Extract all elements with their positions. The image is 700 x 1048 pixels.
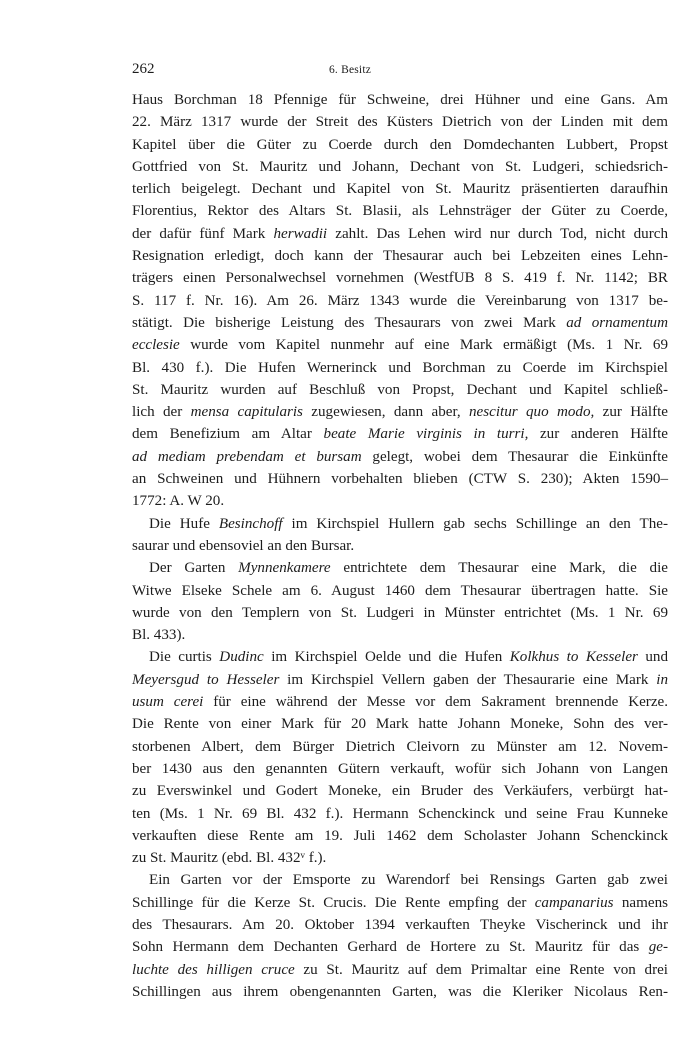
text-segment: zu St. Mauritz (ebd. Bl. 432ᵛ f.). xyxy=(132,850,327,867)
text-line xyxy=(132,245,668,267)
text-line xyxy=(132,223,668,245)
paragraph xyxy=(132,869,668,1003)
text-segment: Kapitel über die Güter zu Coerde durch den Domdechanten Lubbert, Propst xyxy=(132,136,668,153)
text-segment: 22. März 1317 wurde der Streit des Küsters Dietrich von der Linden mit dem xyxy=(132,114,668,131)
text-segment: ber 1430 aus den genannten Gütern verkauft, wofür sich Johann von Langen xyxy=(132,760,668,777)
text-segment: trägers einen Personalwechsel vornehmen (WestfUB 8 S. 419 f. Nr. 1142; BR xyxy=(132,270,668,287)
paragraph xyxy=(132,646,668,869)
text-line xyxy=(132,736,668,758)
italic-text: ad ornamentum xyxy=(566,314,668,331)
text-line xyxy=(132,691,668,713)
text-line xyxy=(132,290,668,312)
text-line xyxy=(132,914,668,936)
text-segment: storbenen Albert, dem Bürger Dietrich Cleivorn zu Münster am 12. Novem- xyxy=(132,738,668,755)
text-segment: stätigt. Die bisherige Leistung des Thesaurars von zwei Mark xyxy=(132,314,567,331)
text-segment: lich der xyxy=(132,404,191,421)
text-line xyxy=(132,334,668,356)
text-line xyxy=(132,825,668,847)
text-line xyxy=(132,803,668,825)
text-line xyxy=(132,602,668,624)
text-line xyxy=(132,535,668,557)
text-line xyxy=(132,981,668,1003)
text-line xyxy=(132,646,668,668)
italic-text: in xyxy=(656,671,668,688)
text-segment: Florentius, Rektor des Altars St. Blasii, als Lehnsträger der Güter zu Coerde, xyxy=(132,203,668,220)
text-line xyxy=(132,758,668,780)
text-segment: S. 117 f. Nr. 16). Am 26. März 1343 wurde die Vereinbarung von 1317 be- xyxy=(132,292,668,309)
text-segment: Schillingen aus ihrem obengenannten Garten, was die Kleriker Nicolaus Ren- xyxy=(132,983,668,1000)
italic-text: luchte des hilligen cruce xyxy=(132,961,295,978)
page-number: 262 xyxy=(132,61,155,77)
text-segment: Bl. 433). xyxy=(132,627,186,644)
text-segment: saurar und ebensoviel an den Bursar. xyxy=(132,537,355,554)
text-line xyxy=(132,713,668,735)
text-segment: des Thesaurars. Am 20. Oktober 1394 verkauften Theyke Vischerinck und ihr xyxy=(132,916,668,933)
text-segment: der dafür fünf Mark xyxy=(132,225,274,242)
text-segment: gelegt, wobei dem Thesaurar die Einkünfte xyxy=(361,448,668,465)
paragraph xyxy=(132,557,668,646)
text-segment: terlich beigelegt. Dechant und Kapitel von St. Mauritz präsentierten daraufhin xyxy=(132,181,668,198)
text-line xyxy=(132,89,668,111)
text-segment: Der Garten xyxy=(149,560,239,577)
text-line xyxy=(132,780,668,802)
text-line xyxy=(132,624,668,646)
paragraph xyxy=(132,89,668,513)
text-segment: zur Hälfte xyxy=(594,404,668,421)
italic-text: campanarius xyxy=(534,894,614,911)
italic-text: beate Marie virginis in turri, xyxy=(323,426,529,443)
text-segment: zu St. Mauritz auf dem Primaltar eine Rente von drei xyxy=(294,961,669,978)
text-segment: Schillinge für die Kerze St. Crucis. Die Rente empfing der xyxy=(132,894,535,911)
text-line xyxy=(132,423,668,445)
text-line xyxy=(132,357,668,379)
text-line xyxy=(132,200,668,222)
text-line xyxy=(132,468,668,490)
text-segment: verkauften diese Rente am 19. Juli 1462 dem Scholaster Johann Schenckinck xyxy=(132,827,668,844)
text-line xyxy=(132,134,668,156)
text-line xyxy=(132,312,668,334)
italic-text: mensa capitularis xyxy=(190,404,303,421)
text-line xyxy=(132,156,668,178)
text-segment: für eine während der Messe vor dem Sakrament brennende Kerze. xyxy=(203,694,668,711)
text-segment: zugewiesen, dann aber, xyxy=(302,404,469,421)
italic-text: Besinchoff xyxy=(218,515,283,532)
text-line xyxy=(132,892,668,914)
text-segment: ten (Ms. 1 Nr. 69 Bl. 432 f.). Hermann Schenckinck und seine Frau Kunneke xyxy=(132,805,668,822)
italic-text: ad mediam prebendam et bursam xyxy=(132,448,362,465)
text-segment: 1772: A. W 20. xyxy=(132,493,225,510)
text-segment: wurde von den Templern von St. Ludgeri in Münster entrichtet (Ms. 1 Nr. 69 xyxy=(132,604,668,621)
text-line xyxy=(132,513,668,535)
text-segment: St. Mauritz wurden auf Beschluß von Propst, Dechant und Kapitel schließ- xyxy=(132,381,668,398)
text-line xyxy=(132,267,668,289)
text-segment: Ein Garten vor der Emsporte zu Warendorf bei Rensings Garten gab zwei xyxy=(149,872,668,889)
text-segment: zur anderen Hälfte xyxy=(528,426,668,443)
italic-text: ge- xyxy=(648,939,668,956)
text-segment: Gottfried von St. Mauritz und Johann, Dechant von St. Ludgeri, schiedsrich- xyxy=(132,158,668,175)
paragraph xyxy=(132,513,668,558)
text-segment: Witwe Elseke Schele am 6. August 1460 dem Thesaurar übertragen hatte. Sie xyxy=(132,582,668,599)
text-segment: Bl. 430 f.). Die Hufen Wernerinck und Borchman zu Coerde im Kirchspiel xyxy=(132,359,668,376)
italic-text: usum cerei xyxy=(132,694,204,711)
italic-text: herwadii xyxy=(273,225,328,242)
text-segment: Die Rente von einer Mark für 20 Mark hatte Johann Moneke, Sohn des ver- xyxy=(132,716,668,733)
text-line xyxy=(132,669,668,691)
italic-text: Meyersgud to Hesseler xyxy=(132,671,280,688)
italic-text: Dudinc xyxy=(219,649,264,666)
text-segment: im Kirchspiel Vellern gaben der Thesaurarie eine Mark xyxy=(279,671,657,688)
text-line xyxy=(132,580,668,602)
text-segment: im Kirchspiel Oelde und die Hufen xyxy=(263,649,510,666)
text-line xyxy=(132,490,668,512)
italic-text: ecclesie xyxy=(132,337,180,354)
text-segment: im Kirchspiel Hullern gab sechs Schillinge an den The- xyxy=(282,515,669,532)
text-line xyxy=(132,401,668,423)
text-line xyxy=(132,446,668,468)
text-segment: Resignation erledigt, doch kann der Thesaurar auch bei Lebzeiten eines Lehn- xyxy=(132,248,668,265)
text-segment: Haus Borchman 18 Pfennige für Schweine, drei Hühner und eine Gans. Am xyxy=(132,92,668,108)
italic-text: Kolkhus to Kesseler xyxy=(509,649,638,666)
text-segment: wurde vom Kapitel nunmehr auf eine Mark ermäßigt (Ms. 1 Nr. 69 xyxy=(179,337,668,354)
text-segment: Sohn Hermann dem Dechanten Gerhard de Hortere zu St. Mauritz für das xyxy=(132,939,649,956)
text-segment: entrichtete dem Thesaurar eine Mark, die die xyxy=(330,560,668,577)
text-line xyxy=(132,111,668,133)
body-text xyxy=(132,89,668,1003)
text-line xyxy=(132,178,668,200)
text-line xyxy=(132,847,668,869)
text-segment: und xyxy=(637,649,669,666)
text-segment: an Schweinen und Hühnern vorbehalten blieben (CTW S. 230); Akten 1590– xyxy=(132,471,668,488)
text-line xyxy=(132,557,668,579)
text-segment: namens xyxy=(613,894,668,911)
italic-text: Mynnenkamere xyxy=(238,560,331,577)
text-segment: zahlt. Das Lehen wird nur durch Tod, nicht durch xyxy=(327,225,668,242)
text-line xyxy=(132,959,668,981)
text-segment: dem Benefizium am Altar xyxy=(132,426,324,443)
text-line xyxy=(132,379,668,401)
italic-text: nescitur quo modo, xyxy=(469,404,595,421)
text-line xyxy=(132,936,668,958)
text-segment: Die curtis xyxy=(149,649,220,666)
text-segment: Die Hufe xyxy=(149,515,219,532)
text-segment: zu Everswinkel und Godert Moneke, ein Bruder des Verkäufers, verbürgt hat- xyxy=(132,783,668,800)
running-head: 6. Besitz xyxy=(328,64,372,76)
text-line xyxy=(132,869,668,891)
